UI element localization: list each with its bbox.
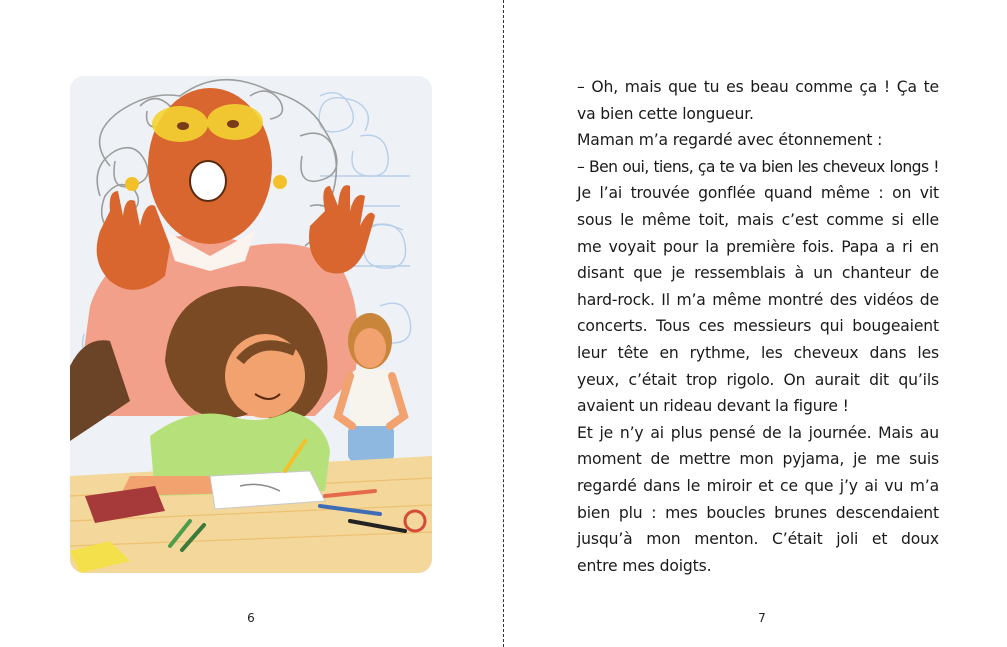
page-number-right: 7	[758, 611, 766, 625]
text-line: leur tête en rythme, les cheveux dans les	[577, 343, 939, 362]
page-number-left: 6	[247, 611, 255, 625]
text-line: entre mes doigts.	[577, 556, 712, 575]
text-line: yeux, c’était trop rigolo. On aurait dit qu’ils	[577, 370, 939, 389]
text-line: Maman m’a regardé avec étonnement :	[577, 131, 883, 150]
text-line: disant que je ressemblais à un chanteur de	[577, 264, 939, 283]
text-line: hard-rock. Il m’a même montré des vidéos de	[577, 290, 939, 309]
text-line: va bien cette longueur.	[577, 104, 754, 123]
text-line: concerts. Tous ces messieurs qui bougeaient	[577, 317, 939, 336]
text-line: Et je n’y ai plus pensé de la journée. Mais au	[577, 423, 939, 442]
text-line: bien plu : mes boucles brunes descendaient	[577, 503, 939, 522]
text-line: Je l’ai trouvée gonflée quand même : on vit	[577, 184, 939, 203]
text-line: me voyait pour la première fois. Papa a ri en	[577, 237, 939, 256]
text-line: jusqu’à mon menton. C’était joli et doux	[577, 530, 939, 549]
text-line: avaient un rideau devant la figure !	[577, 397, 849, 416]
text-line: moment de mettre mon pyjama, je me suis	[577, 450, 939, 469]
left-page	[0, 0, 503, 647]
text-line: sous le même toit, mais c’est comme si elle	[577, 210, 939, 229]
text-line: regardé dans le miroir et ce que j’y ai vu m’a	[577, 476, 939, 495]
illustration-drawing	[70, 76, 432, 573]
story-illustration	[70, 76, 432, 573]
page-fold-divider	[503, 0, 504, 647]
text-line: – Ben oui, tiens, ça te va bien les cheveux longs !	[577, 157, 939, 176]
right-page	[505, 0, 1007, 647]
text-line: – Oh, mais que tu es beau comme ça ! Ça te	[577, 78, 939, 96]
story-text	[577, 74, 939, 579]
